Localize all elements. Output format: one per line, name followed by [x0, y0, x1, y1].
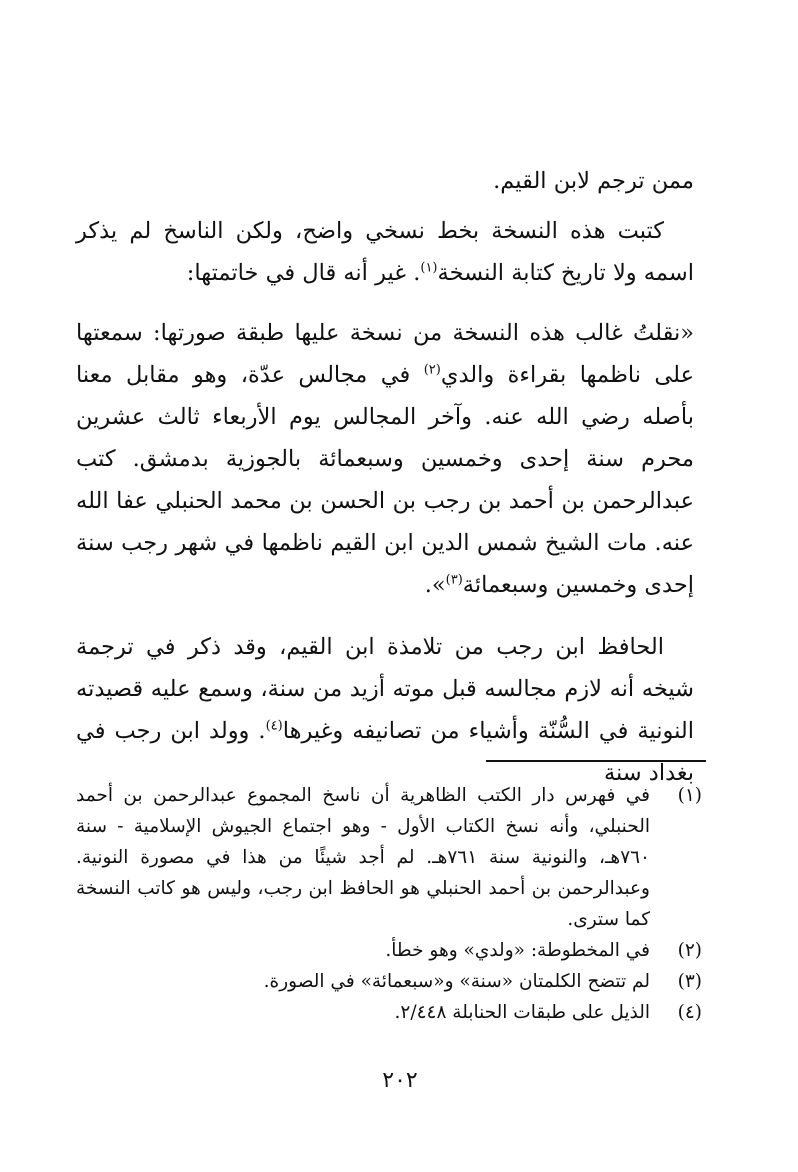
paragraph-3-quote: [76, 312, 694, 606]
quote-text-b: في مجالس عدّة، وهو مقابل معنا بأصله رضي الله عنه. وآخر المجالس يوم الأربعاء ثالث عشرين محرم سنة إحدى وخمسين وسبعمائة بالجوزية بدمشق. كتب عبدالرحمن بن أحمد بن رجب بن الحسن بن محمد الحنبلي عفا الله عنه. مات الشيخ شمس الدين ابن القيم ناظمها في شهر رجب سنة إحدى وخمسين وسبعمائة: [76, 362, 694, 598]
paragraph-2: [76, 210, 694, 294]
footnote-3: [76, 966, 702, 997]
footnote-ref-3: (٣): [445, 572, 463, 588]
paragraph-1: [76, 160, 694, 202]
footnote-text: في المخطوطة: «ولدي» وهو خطأ.: [385, 940, 650, 961]
footnote-text: في فهرس دار الكتب الظاهرية أن ناسخ المجموع عبدالرحمن بن أحمد الحنبلي، وأنه نسخ الكتاب الأول - وهو اجتماع الجيوش الإسلامية - سنة ٧٦٠هـ، والنونية سنة ٧٦١هـ. لم أجد شيئًا من هذا في مصورة النونية. وعبدالرحمن بن أحمد الحنبلي هو الحافظ ابن رجب، وليس هو كاتب النسخة كما سترى.: [76, 785, 650, 930]
footnote-ref-4: (٤): [265, 718, 283, 734]
footnote-number: (٤): [677, 1002, 702, 1023]
paragraph-2-end: . غير أنه قال في خاتمتها:: [186, 260, 421, 286]
footnote-text: الذيل على طبقات الحنابلة ٢/٤٤٨.: [394, 1002, 650, 1023]
footnote-number: (٣): [677, 971, 702, 992]
footnote-number: (١): [677, 785, 702, 806]
quote-text-c: ».: [424, 572, 446, 598]
footnote-text: لم تتضح الكلمتان «سنة» و«سبعمائة» في الصورة.: [263, 971, 650, 992]
paragraph-4: [76, 626, 694, 794]
paragraph-1-text: ممن ترجم لابن القيم.: [493, 168, 694, 194]
paragraph-4-end: . وولد ابن رجب في بغداد سنة: [76, 718, 694, 786]
footnote-2: [76, 935, 702, 966]
footnote-number: (٢): [677, 940, 702, 961]
footnote-ref-1: (١): [420, 260, 438, 276]
footnote-4: [76, 997, 702, 1028]
page-number: ٢٠٢: [382, 1068, 418, 1093]
footnote-separator: [486, 760, 706, 762]
main-text: [76, 160, 694, 794]
footnote-1: [76, 780, 702, 935]
footnote-ref-2: (٢): [423, 362, 441, 378]
quote-text-a: «نقلتُ غالب هذه النسخة من نسخة عليها طبقة صورتها: سمعتها على ناظمها بقراءة والدي: [76, 320, 694, 388]
paragraph-4-text: الحافظ ابن رجب من تلامذة ابن القيم، وقد ذكر في ترجمة شيخه أنه لازم مجالسه قبل موته أزيد من سنة، وسمع عليه قصيدته النونية في السُّنّة وأشياء من تصانيفه وغيرها: [76, 634, 694, 744]
paragraph-2-text: كتبت هذه النسخة بخط نسخي واضح، ولكن الناسخ لم يذكر اسمه ولا تاريخ كتابة النسخة: [76, 218, 694, 286]
footnotes: [76, 780, 702, 1028]
